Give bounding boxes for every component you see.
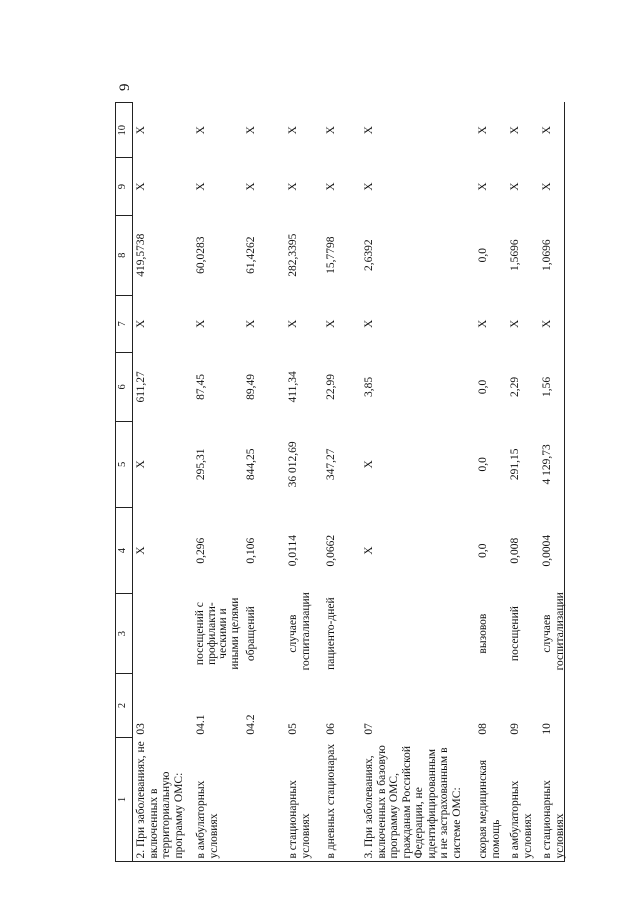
row-label: 3. При заболеваниях, включенных в базовую программу ОМС, гражданам Российской Федерации, не идентифицированным и не застрахованным в системе ОМС:	[363, 745, 463, 859]
cell-value: 295,31	[195, 448, 207, 481]
cell-value: X	[363, 182, 375, 191]
col-header-2: 2	[116, 673, 133, 737]
cell-value: 291,15	[509, 448, 521, 481]
col-header-6: 6	[116, 353, 133, 422]
cell-value: X	[541, 319, 553, 328]
cell-value: X	[325, 126, 337, 135]
row-unit: случаев госпитализации	[541, 592, 566, 671]
cell-value: X	[325, 182, 337, 191]
cell-value: 0,0	[477, 457, 489, 472]
cell-value: X	[363, 319, 375, 328]
row-code: 10	[541, 723, 553, 735]
col-header-9: 9	[116, 158, 133, 216]
cell-value: 60,0283	[195, 236, 207, 274]
row-unit	[361, 594, 475, 674]
cell-value: X	[363, 460, 375, 469]
cell-value: X	[195, 182, 207, 191]
table-bottom-border	[564, 102, 565, 862]
cell-value: 844,25	[245, 448, 257, 481]
cell-value: 89,49	[245, 373, 257, 400]
row-unit: посещений	[509, 606, 521, 662]
row-unit: случаев госпитализации	[287, 592, 312, 671]
row-code: 04.2	[245, 714, 257, 735]
cell-value: 1,5696	[509, 239, 521, 272]
row-code: 08	[477, 723, 489, 735]
col-header-5: 5	[116, 421, 133, 507]
row-label: в стационарных условиях	[287, 780, 312, 859]
cell-value: 15,7798	[325, 236, 337, 274]
cell-value: X	[195, 126, 207, 135]
cell-value: 1,56	[541, 376, 553, 397]
row-label: в амбулаторных условиях	[195, 780, 220, 859]
cell-value: X	[541, 126, 553, 135]
cell-value: 611,27	[135, 371, 147, 403]
row-unit: обращений	[245, 606, 257, 662]
cell-value: X	[287, 182, 299, 191]
table-row	[475, 103, 507, 862]
table-row	[133, 103, 194, 862]
cell-value: X	[135, 319, 147, 328]
col-header-8: 8	[116, 215, 133, 295]
row-label: в дневных стационарах	[325, 743, 337, 859]
cell-value: 282,3395	[287, 233, 299, 277]
cell-value: 2,29	[509, 376, 521, 397]
cell-value: 36 012,69	[287, 441, 299, 488]
data-table	[115, 102, 573, 862]
row-code: 04.1	[195, 714, 207, 735]
cell-value: X	[541, 182, 553, 191]
cell-value: X	[477, 319, 489, 328]
cell-value: X	[135, 460, 147, 469]
cell-value: X	[509, 319, 521, 328]
row-unit: пациенто-дней	[325, 597, 337, 670]
row-code: 09	[509, 723, 521, 735]
cell-value: 0,0	[477, 248, 489, 263]
col-header-4: 4	[116, 507, 133, 593]
rotated-table-area	[115, 83, 566, 862]
col-header-1: 1	[116, 738, 133, 862]
col-header-7: 7	[116, 295, 133, 353]
cell-value: 419,5738	[135, 233, 147, 277]
cell-value: X	[245, 126, 257, 135]
cell-value: X	[135, 546, 147, 555]
row-code: 03	[135, 723, 147, 735]
table-row	[193, 103, 243, 862]
cell-value: X	[245, 182, 257, 191]
cell-value: 0,0662	[325, 534, 337, 567]
cell-value: X	[477, 182, 489, 191]
column-number-row	[116, 103, 133, 862]
cell-value: X	[195, 319, 207, 328]
cell-value: X	[287, 126, 299, 135]
cell-value: X	[477, 126, 489, 135]
cell-value: X	[509, 126, 521, 135]
cell-value: 22,99	[325, 373, 337, 400]
cell-value: 0,0004	[541, 534, 553, 567]
cell-value: X	[287, 319, 299, 328]
table-row	[285, 103, 323, 862]
row-unit: вызовов	[477, 613, 489, 654]
row-label	[243, 738, 285, 862]
table-row	[507, 103, 539, 862]
cell-value: 2,6392	[363, 239, 375, 272]
cell-value: 0,0	[477, 543, 489, 558]
cell-value: 3,85	[363, 376, 375, 397]
row-label: в стационарных условиях	[541, 780, 566, 859]
cell-value: X	[325, 319, 337, 328]
table-row	[323, 103, 361, 862]
cell-value: X	[245, 319, 257, 328]
table-left-border	[115, 861, 565, 862]
cell-value: X	[135, 182, 147, 191]
row-code: 06	[325, 723, 337, 735]
page-number: 9	[117, 83, 133, 91]
cell-value: 1,0696	[541, 239, 553, 272]
table-row	[539, 103, 573, 862]
cell-value: 87,45	[195, 373, 207, 400]
cell-value: 411,34	[287, 371, 299, 403]
cell-value: X	[135, 126, 147, 135]
cell-value: X	[363, 546, 375, 555]
col-header-10: 10	[116, 103, 133, 158]
row-unit: посещений с профилакти-ческими и иными целями	[194, 597, 241, 670]
cell-value: 0,0114	[287, 535, 299, 567]
row-label: в амбулаторных условиях	[509, 780, 534, 859]
cell-value: 0,106	[245, 537, 257, 564]
cell-value: 4 129,73	[541, 444, 553, 485]
row-code: 07	[363, 723, 375, 735]
table-row	[361, 103, 475, 862]
row-unit	[133, 594, 194, 674]
cell-value: X	[363, 126, 375, 135]
cell-value: 0,296	[195, 537, 207, 564]
table-row	[243, 103, 285, 862]
cell-value: X	[509, 182, 521, 191]
cell-value: 61,4262	[245, 236, 257, 274]
row-label: скорая медицинская помощь	[477, 760, 502, 859]
col-header-3: 3	[116, 594, 133, 674]
cell-value: 0,008	[509, 537, 521, 564]
cell-value: 347,27	[325, 448, 337, 481]
row-label: 2. При заболеваниях, не включенных в территориальную программу ОМС:	[135, 741, 185, 859]
row-code: 05	[287, 723, 299, 735]
cell-value: 0,0	[477, 379, 489, 395]
